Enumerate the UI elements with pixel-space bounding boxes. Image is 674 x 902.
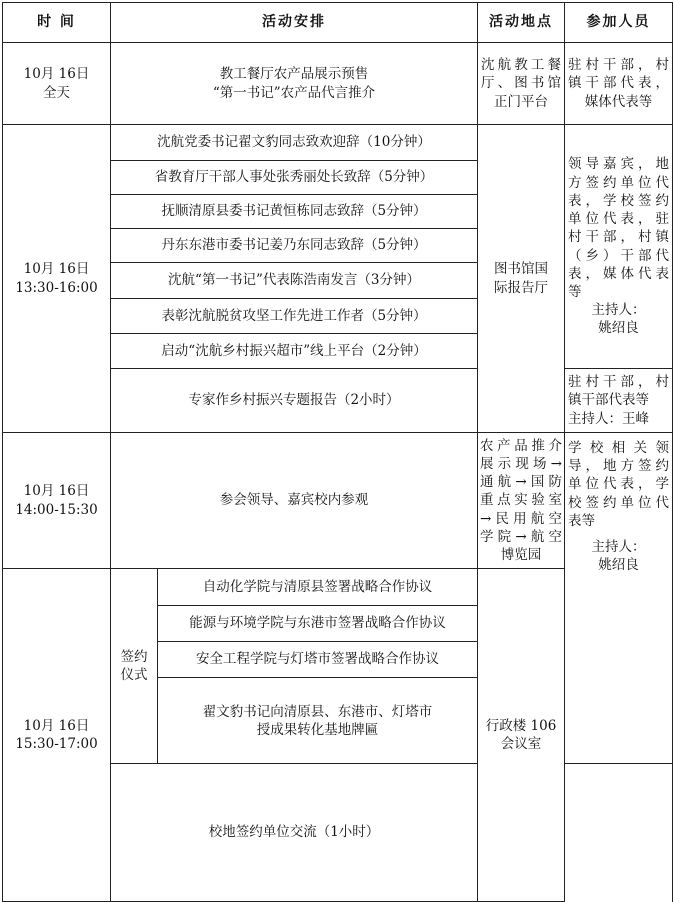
time-cell: 10月 16日 13:30-16:00 <box>3 125 111 433</box>
header-activity: 活动安排 <box>111 3 478 43</box>
location-cell: 农产品推介 展示现场→ 通航→国防 重点实验室 →民用航空 学院→航空 博览园 <box>478 433 565 569</box>
agenda-item: 表彰沈航脱贫攻坚工作先进工作者（5分钟） <box>111 299 478 334</box>
time-cell: 10月 16日 全天 <box>3 43 111 125</box>
category-cell: 签约 仪式 <box>111 569 158 764</box>
time-cell: 10月 16日 14:00-15:30 <box>3 433 111 569</box>
host-name: 姚绍良 <box>598 320 639 337</box>
agenda-item: 能源与环境学院与东港市签署战略合作协议 <box>158 606 478 642</box>
header-row <box>3 3 673 43</box>
host-name: 姚绍良 <box>598 557 639 574</box>
schedule-row <box>3 43 673 125</box>
participants-cell: 驻村干部，村 镇干部代表， 媒体代表等 <box>565 43 673 125</box>
header-time: 时 间 <box>3 3 111 43</box>
agenda-item: 自动化学院与清原县签署战略合作协议 <box>158 569 478 606</box>
agenda-item: 专家作乡村振兴专题报告（2小时） <box>111 369 478 433</box>
agenda-item: 启动“沈航乡村振兴超市”线上平台（2分钟） <box>111 334 478 369</box>
time-cell: 10月 16日 15:30-17:00 <box>3 569 111 902</box>
header-location: 活动地点 <box>478 3 565 43</box>
schedule-row <box>3 433 673 569</box>
schedule-table <box>2 2 673 902</box>
agenda-item: 丹东东港市委书记姜乃东同志致辞（5分钟） <box>111 229 478 263</box>
participants-cell: 驻村干部，村 镇干部代表等 主持人：王峰 <box>565 369 673 433</box>
activity-cell: 教工餐厅农产品展示预售 “第一书记”农产品代言推介 <box>111 43 478 125</box>
host-label: 主持人： <box>591 302 646 319</box>
header-participants: 参加人员 <box>565 3 673 43</box>
agenda-item: 省教育厅干部人事处张秀丽处长致辞（5分钟） <box>111 161 478 195</box>
agenda-item: 抚顺清原县委书记黄恒栋同志致辞（5分钟） <box>111 195 478 229</box>
agenda-item: 翟文豹书记向清原县、东港市、灯塔市 授成果转化基地牌匾 <box>158 678 478 764</box>
schedule-row <box>3 125 673 161</box>
agenda-item: 校地签约单位交流（1小时） <box>111 764 478 901</box>
agenda-item: 沈航党委书记翟文豹同志致欢迎辞（10分钟） <box>111 125 478 161</box>
location-cell: 沈航教工餐 厅、图书馆 正门平台 <box>478 43 565 125</box>
location-cell: 图书馆国 际报告厅 <box>478 125 565 433</box>
participants-cell: 学校相关领 导，地方签约 单位代表，学 校签约单位代 表等 主持人： 姚绍良 <box>565 433 673 764</box>
agenda-item: 沈航“第一书记”代表陈浩南发言（3分钟） <box>111 263 478 299</box>
host-label: 主持人： <box>591 539 646 556</box>
participants-cell: 领导嘉宾，地 方签约单位代 表，学校签约 单位代表，驻 村干部，村镇 （乡）干部代 表，媒体代表 等 主持人： 姚绍良 <box>565 125 673 369</box>
agenda-item: 安全工程学院与灯塔市签署战略合作协议 <box>158 642 478 678</box>
activity-cell: 参会领导、嘉宾校内参观 <box>111 433 478 569</box>
host-line: 主持人：王峰 <box>568 410 649 427</box>
location-cell: 行政楼 106 会议室 <box>478 569 565 902</box>
